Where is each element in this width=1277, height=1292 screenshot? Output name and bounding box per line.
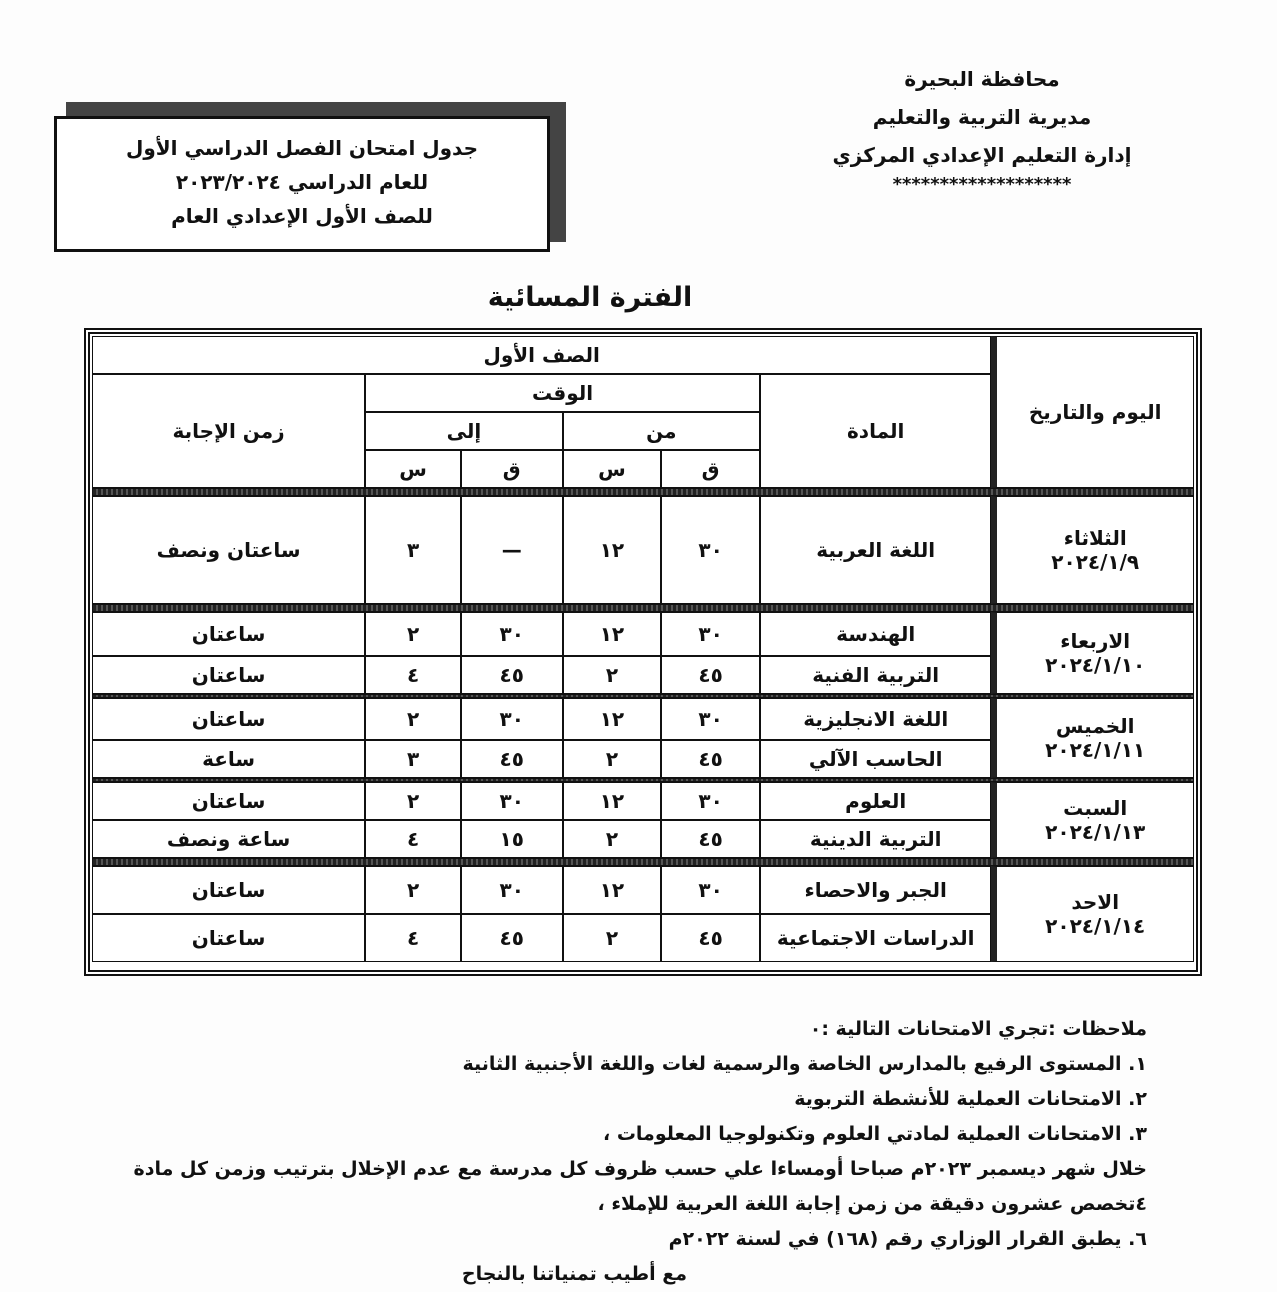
header-to-hour: س [365,450,461,488]
subject-cell: العلوم [760,782,991,820]
header-grade: الصف الأول [92,336,991,374]
day-name: الاربعاء [1060,629,1131,653]
notes-section [17,1012,1147,1292]
from-minute-cell: ٣٠ [661,496,760,604]
from-minute-cell: ٤٥ [661,656,760,694]
header-to-minute: ق [461,450,563,488]
header-to: إلى [365,412,562,450]
to-hour-cell: ٤ [365,914,461,962]
from-hour-cell: ١٢ [563,496,662,604]
day-date-cell [991,866,1194,962]
from-hour-cell: ٢ [563,740,662,778]
duration-cell: ساعتان [92,782,365,820]
to-hour-cell: ٣ [365,496,461,604]
subject-cell: الجبر والاحصاء [760,866,991,914]
exam-schedule-table [92,336,1194,962]
header-duration: زمن الإجابة [92,374,365,488]
day-name: الخميس [1055,714,1135,738]
from-minute-cell: ٣٠ [661,866,760,914]
note-item: ٦. يطبق القرار الوزاري رقم (١٦٨) في لسنة ٢٠٢٢م [668,1228,1147,1250]
directorate: مديرية التربية والتعليم [872,105,1092,129]
governorate: محافظة البحيرة [904,67,1060,91]
from-minute-cell: ٤٥ [661,820,760,858]
subject-cell: الحاسب الآلي [760,740,991,778]
issuing-authority [817,60,1147,196]
day-date-cell [991,782,1194,858]
title-line-2: للعام الدراسي ٢٠٢٣/٢٠٢٤ [175,170,429,194]
exam-date: ٢٠٢٤/١/١١ [1045,738,1146,762]
subject-cell: الهندسة [760,612,991,656]
subject-cell: التربية الفنية [760,656,991,694]
to-minute-cell: ٣٠ [461,782,563,820]
from-hour-cell: ٢ [563,820,662,858]
note-item: ٤تخصص عشرون دقيقة من زمن إجابة اللغة العربية للإملاء ، [597,1193,1147,1215]
to-hour-cell: ٣ [365,740,461,778]
from-hour-cell: ٢ [563,656,662,694]
to-minute-cell: ١٥ [461,820,563,858]
duration-cell: ساعتان [92,656,365,694]
duration-cell: ساعتان [92,914,365,962]
to-minute-cell: ٤٥ [461,656,563,694]
day-name: الاحد [1071,890,1120,914]
exam-date: ٢٠٢٤/١/١٠ [1045,653,1146,677]
duration-cell: ساعة ونصف [92,820,365,858]
table-row [92,698,1194,740]
exam-date: ٢٠٢٤/١/١٣ [1045,820,1146,844]
to-hour-cell: ٤ [365,656,461,694]
subject-cell: اللغة الانجليزية [760,698,991,740]
duration-cell: ساعة [92,740,365,778]
day-date-cell [991,612,1194,694]
note-item: خلال شهر ديسمبر ٢٠٢٣م صباحا أومساءا علي حسب ظروف كل مدرسة مع عدم الإخلال بترتيب وزمن كل مادة [133,1158,1147,1180]
separator: ******************* [892,174,1072,195]
note-item: ٢. الامتحانات العملية للأنشطة التربوية [794,1088,1147,1110]
from-minute-cell: ٤٥ [661,740,760,778]
administration: إدارة التعليم الإعدادي المركزي [832,143,1132,167]
header-day-date: اليوم والتاريخ [991,336,1194,488]
duration-cell: ساعتان [92,612,365,656]
to-minute-cell: ٤٥ [461,914,563,962]
header-from-hour: س [563,450,662,488]
title-line-3: للصف الأول الإعدادي العام [171,204,433,228]
to-hour-cell: ٢ [365,612,461,656]
table-row [92,782,1194,820]
closing-wishes: مع أطيب تمنياتنا بالنجاح [461,1263,687,1285]
to-hour-cell: ٢ [365,698,461,740]
table-row [92,612,1194,656]
header-from-minute: ق [661,450,760,488]
exam-date: ٢٠٢٤/١/١٤ [1045,914,1146,938]
subject-cell: الدراسات الاجتماعية [760,914,991,962]
from-minute-cell: ٣٠ [661,612,760,656]
to-hour-cell: ٢ [365,782,461,820]
from-hour-cell: ٢ [563,914,662,962]
title-box [54,116,550,252]
from-hour-cell: ١٢ [563,698,662,740]
notes-heading: ملاحظات :تجري الامتحانات التالية :٠ [809,1018,1147,1040]
to-minute-cell: ٣٠ [461,698,563,740]
duration-cell: ساعتان [92,866,365,914]
header-subject: المادة [760,374,991,488]
duration-cell: ساعتان ونصف [92,496,365,604]
from-hour-cell: ١٢ [563,782,662,820]
subject-cell: التربية الدينية [760,820,991,858]
table-row [92,866,1194,914]
to-minute-cell: ٣٠ [461,612,563,656]
note-item: ١. المستوى الرفيع بالمدارس الخاصة والرسمية لغات واللغة الأجنبية الثانية [462,1053,1147,1075]
from-minute-cell: ٤٥ [661,914,760,962]
to-minute-cell: — [461,496,563,604]
to-hour-cell: ٢ [365,866,461,914]
from-hour-cell: ١٢ [563,866,662,914]
from-minute-cell: ٣٠ [661,698,760,740]
day-date-cell [991,698,1194,778]
period-title: الفترة المسائية [487,282,693,313]
day-name: السبت [1063,796,1128,820]
exam-date: ٢٠٢٤/١/٩ [1051,550,1140,574]
header-from: من [563,412,760,450]
duration-cell: ساعتان [92,698,365,740]
day-date-cell [991,496,1194,604]
from-minute-cell: ٣٠ [661,782,760,820]
to-hour-cell: ٤ [365,820,461,858]
title-line-1: جدول امتحان الفصل الدراسي الأول [125,136,479,160]
from-hour-cell: ١٢ [563,612,662,656]
note-item: ٣. الامتحانات العملية لمادتي العلوم وتكنولوجيا المعلومات ، [603,1123,1147,1145]
header-time: الوقت [365,374,760,412]
to-minute-cell: ٤٥ [461,740,563,778]
table-row [92,496,1194,604]
to-minute-cell: ٣٠ [461,866,563,914]
day-name: الثلاثاء [1063,526,1127,550]
subject-cell: اللغة العربية [760,496,991,604]
